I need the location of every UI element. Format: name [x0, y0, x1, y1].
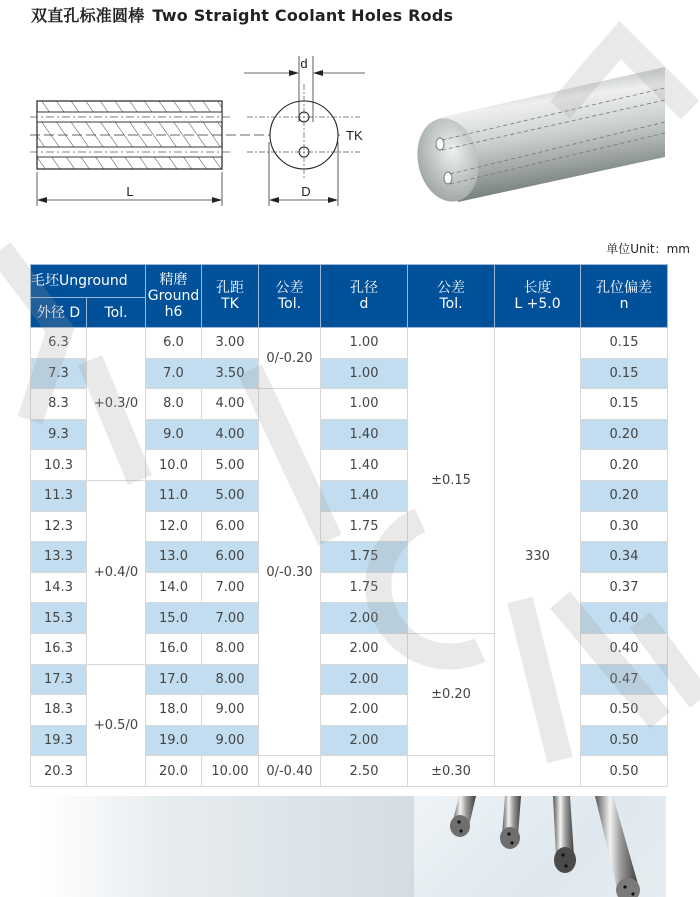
technical-drawing	[0, 40, 400, 220]
table-row: 6.3 +0.3/0 6.0 3.00 0/-0.20 1.00 ±0.15 330 0.15	[31, 328, 668, 359]
table-row: 16.3 16.0 8.00 2.00 ±0.20 0.40	[31, 633, 668, 664]
table-row: 11.3 +0.4/0 11.0 5.00 1.40 0.20	[31, 480, 668, 511]
table-row: 19.3 19.0 9.00 2.00 0.50	[31, 725, 668, 756]
d-tolerance: +0.5/0	[87, 664, 146, 786]
d-tolerance: +0.4/0	[87, 480, 146, 664]
header-ground: 精磨 Ground h6	[146, 265, 202, 328]
rod-end-view	[244, 56, 365, 206]
table-row: 13.3 13.0 6.00 1.75 0.34	[31, 542, 668, 573]
header-hole-tol: 公差 Tol.	[408, 265, 495, 328]
table-row: 18.3 18.0 9.00 2.00 0.50	[31, 695, 668, 726]
table-row: 12.3 12.0 6.00 1.75 0.30	[31, 511, 668, 542]
title-cn: 双直孔标准圆棒	[31, 6, 145, 25]
header-tk: 孔距 TK	[202, 265, 259, 328]
spec-table	[30, 264, 668, 787]
tk-tolerance: 0/-0.30	[259, 389, 321, 756]
hole-tolerance: ±0.15	[408, 328, 495, 634]
table-row: 20.3 20.0 10.00 0/-0.40 2.50 ±0.30 0.50	[31, 756, 668, 787]
svg-text:D: D	[301, 184, 311, 199]
d-tolerance: +0.3/0	[87, 328, 146, 481]
hole-tolerance: ±0.20	[408, 633, 495, 755]
unit-label: 单位Unit：mm	[606, 242, 690, 256]
table-row: 17.3 +0.5/0 17.0 8.00 2.00 0.47	[31, 664, 668, 695]
hole-tolerance: ±0.30	[408, 756, 495, 787]
table-row: 9.3 9.0 4.00 1.40 0.20	[31, 419, 668, 450]
header-length: 长度 L +5.0	[495, 265, 581, 328]
rod-3d-illustration	[400, 40, 700, 240]
tk-tolerance: 0/-0.40	[259, 756, 321, 787]
product-banner	[42, 796, 666, 897]
tk-tolerance: 0/-0.20	[259, 328, 321, 389]
title-en: Two Straight Coolant Holes Rods	[152, 6, 454, 25]
table-row: 7.3 7.0 3.50 1.00 0.15	[31, 358, 668, 389]
table-row: 15.3 15.0 7.00 2.00 0.40	[31, 603, 668, 634]
header-outer-d: 外径 D	[31, 298, 87, 328]
table-row: 8.3 8.0 4.00 0/-0.30 1.00 0.15	[31, 389, 668, 420]
table-row: 10.3 10.0 5.00 1.40 0.20	[31, 450, 668, 481]
header-tol: Tol.	[87, 298, 146, 328]
header-position-dev: 孔位偏差 n	[581, 265, 668, 328]
product-photo	[414, 796, 666, 897]
svg-text:L: L	[126, 184, 134, 199]
page-title	[31, 3, 453, 26]
table-row: 14.3 14.0 7.00 1.75 0.37	[31, 572, 668, 603]
svg-text:d: d	[300, 56, 308, 71]
svg-text:TK: TK	[346, 128, 363, 143]
header-hole-d: 孔径 d	[321, 265, 408, 328]
header-tk-tol: 公差 Tol.	[259, 265, 321, 328]
header-unground: 毛坯Unground	[31, 265, 146, 298]
length-value: 330	[495, 328, 581, 787]
